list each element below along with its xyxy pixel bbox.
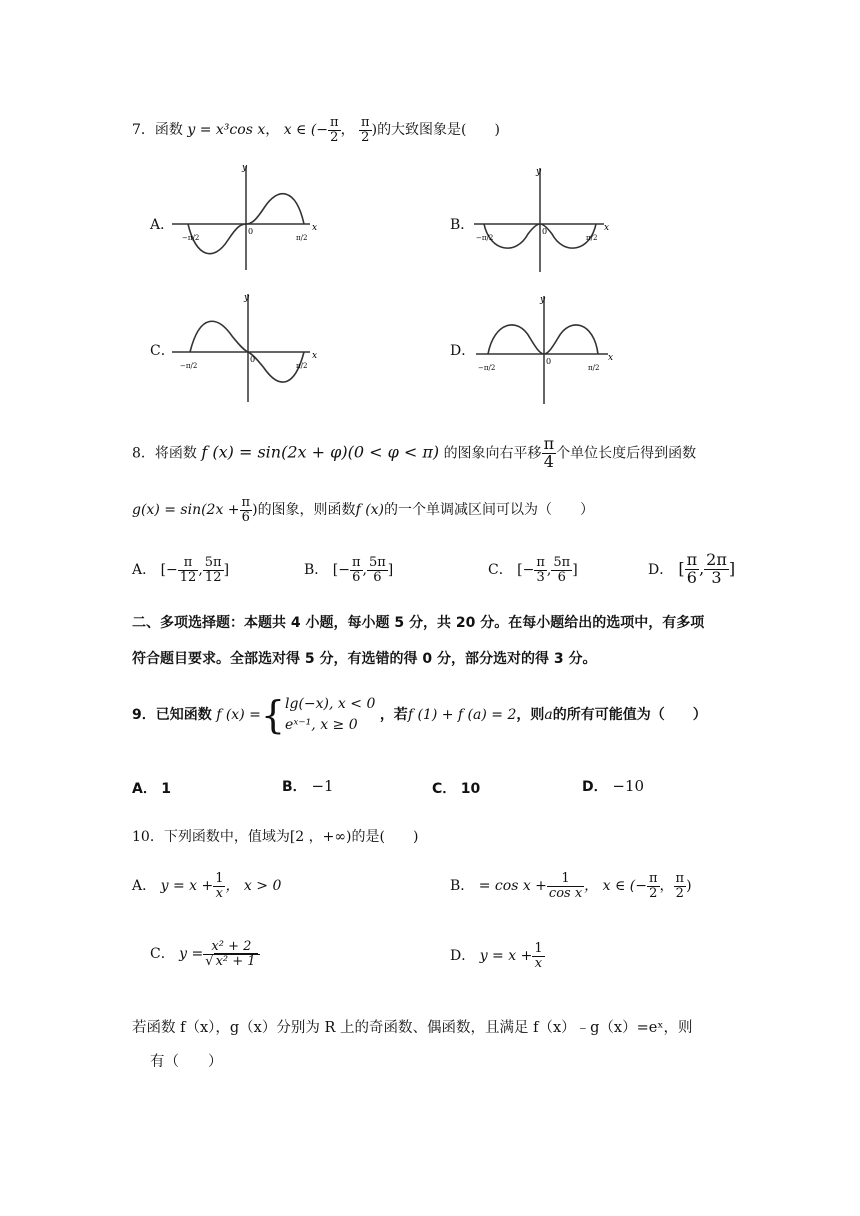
graph-a-tick-neg: −π/2 [182,234,200,242]
q7-graph-a [170,158,330,274]
q8-d-left: $\frac{\pi}{6}$ [686,550,698,587]
q7-option-a-label: A． [150,217,175,233]
q11-line2 [150,1050,223,1071]
q9-b-label: B． [282,779,307,795]
q8-func: f (x) = sin(2x + φ)(0 < φ < π) [201,442,440,462]
q8-a-left: $\frac{\pi}{12}$ [179,555,197,585]
q8-g-close: ) [252,502,258,519]
q10-c-label: C． [150,946,175,963]
graph-a-x-label: x [312,223,318,233]
q8-b-left: $\frac{\pi}{6}$ [351,555,361,585]
q10-d-label: D． [450,948,476,965]
q9-c-label: C． [432,781,457,797]
q8-number: 8． [132,445,155,462]
graph-d-tick-neg: −π/2 [478,364,496,372]
q8-c-left: $\frac{\pi}{3}$ [536,555,545,585]
q7-sep: ， [265,122,280,139]
q10-b-frac: $\frac{1}{\text{cos x}}$ [548,871,583,901]
graph-c-x-label: x [312,351,318,361]
q9-tail2: 的所有可能值为（ ） [552,707,707,723]
q11-line2-text: 有（ ） [150,1054,223,1070]
q9-a-label: A． [132,781,157,797]
q10-c-expr: y = [179,946,204,963]
q8-text-c: 个单位长度后得到函数 [556,445,697,462]
q7-tail: 的大致图象是( ) [377,122,500,139]
q9-cond: f (1) + f (a) = 2 [407,707,517,723]
q9-option-a [132,778,171,798]
graph-d-origin: 0 [546,357,552,366]
graph-c-tick-pos: π/2 [296,362,308,370]
q8-option-d: D． [ $\frac{\pi}{6}$ , $\frac{2\pi}{3}$ ] [648,550,736,587]
q9-piece2: eˣ⁻¹, x ≥ 0 [285,717,358,733]
q10-b-label: B． [450,878,475,895]
q10-option-d [450,942,545,970]
q10-a-cond: ， x > 0 [225,878,282,895]
q8-b-label: B． [304,562,329,579]
q9-tail1: ，则 [516,707,545,723]
q10-stem [132,826,418,846]
q7-graph-b [472,164,622,274]
q10-option-b [450,872,692,900]
q9-option-c [432,778,480,798]
q9-d-val: −10 [612,777,645,795]
q10-a-expr: y = x + [160,878,214,895]
graph-d-y-label: y [540,295,546,305]
q10-b-close: ) [686,878,692,895]
q10-option-c [150,940,260,968]
q7-domain-open: x ∈ (− [283,122,329,139]
q7-close: ) [371,122,378,139]
q9-piece1: lg(−x), x < 0 [285,696,376,712]
q8-d-right: $\frac{2\pi}{3}$ [706,550,727,587]
q9-brace: { [260,693,286,737]
q8-text-d: 的图象，则函数 [257,502,356,519]
q9-stem [132,694,707,736]
q7-frac-neg: $\frac{\pi}{2}$ [330,115,339,145]
q8-a-label: A． [132,562,157,579]
q7-comma: ， [340,122,355,139]
q7-option-c-label: C． [150,343,175,359]
q7-frac-pos: $\frac{\pi}{2}$ [361,115,370,145]
graph-d-x-label: x [608,353,614,363]
q10-a-frac: $\frac{1}{x}$ [215,871,224,901]
q8-text-b: 的图象向右平移 [443,445,542,462]
q9-mid: ，若 [379,707,408,723]
q10-a-label: A． [132,878,157,895]
q8-g-func: g(x) = sin(2x + [132,502,240,519]
graph-b-origin: 0 [542,227,548,236]
graph-c-y-label: y [244,293,250,303]
graph-b-tick-pos: π/2 [586,234,598,242]
q8-shift-frac: $\frac{\pi}{4}$ [543,434,555,471]
q9-b-val: −1 [311,777,334,795]
q8-line2 [132,496,594,524]
q9-d-label: D． [582,779,608,795]
q8-option-a: A． [− $\frac{\pi}{12}$ , $\frac{5\pi}{12}$ ] [132,555,230,585]
q10-b-frac-neg: $\frac{\pi}{2}$ [648,871,658,901]
q10-pre: 下列函数中，值域为[2 ，+∞)的是( ) [163,829,419,845]
q8-option-b: B． [− $\frac{\pi}{6}$ , $\frac{5\pi}{6}$ ] [304,555,394,585]
q7-option-d-label: D． [450,343,476,359]
q11-line1: 若函数 f（x），g（x）分别为 R 上的奇函数、偶函数，且满足 f（x）﹣g（x）=eˣ，则 [132,1020,693,1036]
graph-b-tick-neg: −π/2 [476,234,494,242]
q8-f: f (x) [355,502,385,519]
q9-a: a [544,707,553,723]
q10-option-a [132,872,281,900]
q10-d-frac: $\frac{1}{x}$ [534,941,543,971]
q8-option-c: C． [− $\frac{\pi}{3}$ , $\frac{5\pi}{6}$ ] [488,555,578,585]
q8-b-right: $\frac{5\pi}{6}$ [368,555,386,585]
q8-c-label: C． [488,562,513,579]
q8-text-e: 的一个单调减区间可以为（ ） [384,502,595,519]
q7-option-b-label: B． [450,217,475,233]
q7-graph-c [170,290,330,406]
q10-b-comma: ， [659,878,674,895]
section2-line1: 二、多项选择题：本题共 4 小题，每小题 5 分，共 20 分。在每小题给出的选项中，有多项 [132,615,705,631]
q8-d-label: D． [648,561,674,578]
q7-func: y = x³cos x [187,122,266,139]
q9-pieces [285,694,375,736]
q7-graph-d [474,292,624,406]
graph-a-tick-pos: π/2 [296,234,308,242]
q9-a-val: 1 [161,781,172,797]
graph-c-tick-neg: −π/2 [180,362,198,370]
q9-f: f (x) = [216,707,261,723]
q8-g-frac: $\frac{\pi}{6}$ [241,495,251,525]
q10-b-expr: = cos x + [478,878,547,895]
graph-c-origin: 0 [250,355,256,364]
q8-text-a: 将函数 [154,445,197,462]
q7-pre: 函数 [154,122,183,139]
q10-d-expr: y = x + [479,948,533,965]
q10-number: 10． [132,829,164,845]
q9-option-d [582,776,644,796]
graph-a-y-label: y [242,163,248,173]
q10-b-frac-pos: $\frac{\pi}{2}$ [675,871,685,901]
q9-pre: 已知函数 [155,707,212,723]
graph-d-tick-pos: π/2 [588,364,600,372]
q9-number: 9． [132,707,156,723]
q9-option-b [282,776,334,796]
graph-a-origin: 0 [248,227,254,236]
q7-stem [132,116,500,144]
q8-c-right: $\frac{5\pi}{6}$ [553,555,571,585]
q8-line1 [132,436,696,471]
q9-c-val: 10 [460,781,481,797]
graph-b-y-label: y [536,167,542,177]
section2-line2: 符合题目要求。全部选对得 5 分，有选错的得 0 分，部分选对的得 3 分。 [132,651,597,667]
q10-b-cond: ， x ∈ (− [584,878,647,895]
q10-c-frac: $\frac{\text{x² + 2}}{\text{√ x² + 1}}$ [203,940,259,968]
q10-c-sqrt: x² + 1 [215,953,256,969]
q8-a-right: $\frac{5\pi}{12}$ [204,555,222,585]
graph-b-x-label: x [604,223,610,233]
q7-number: 7． [132,122,155,139]
